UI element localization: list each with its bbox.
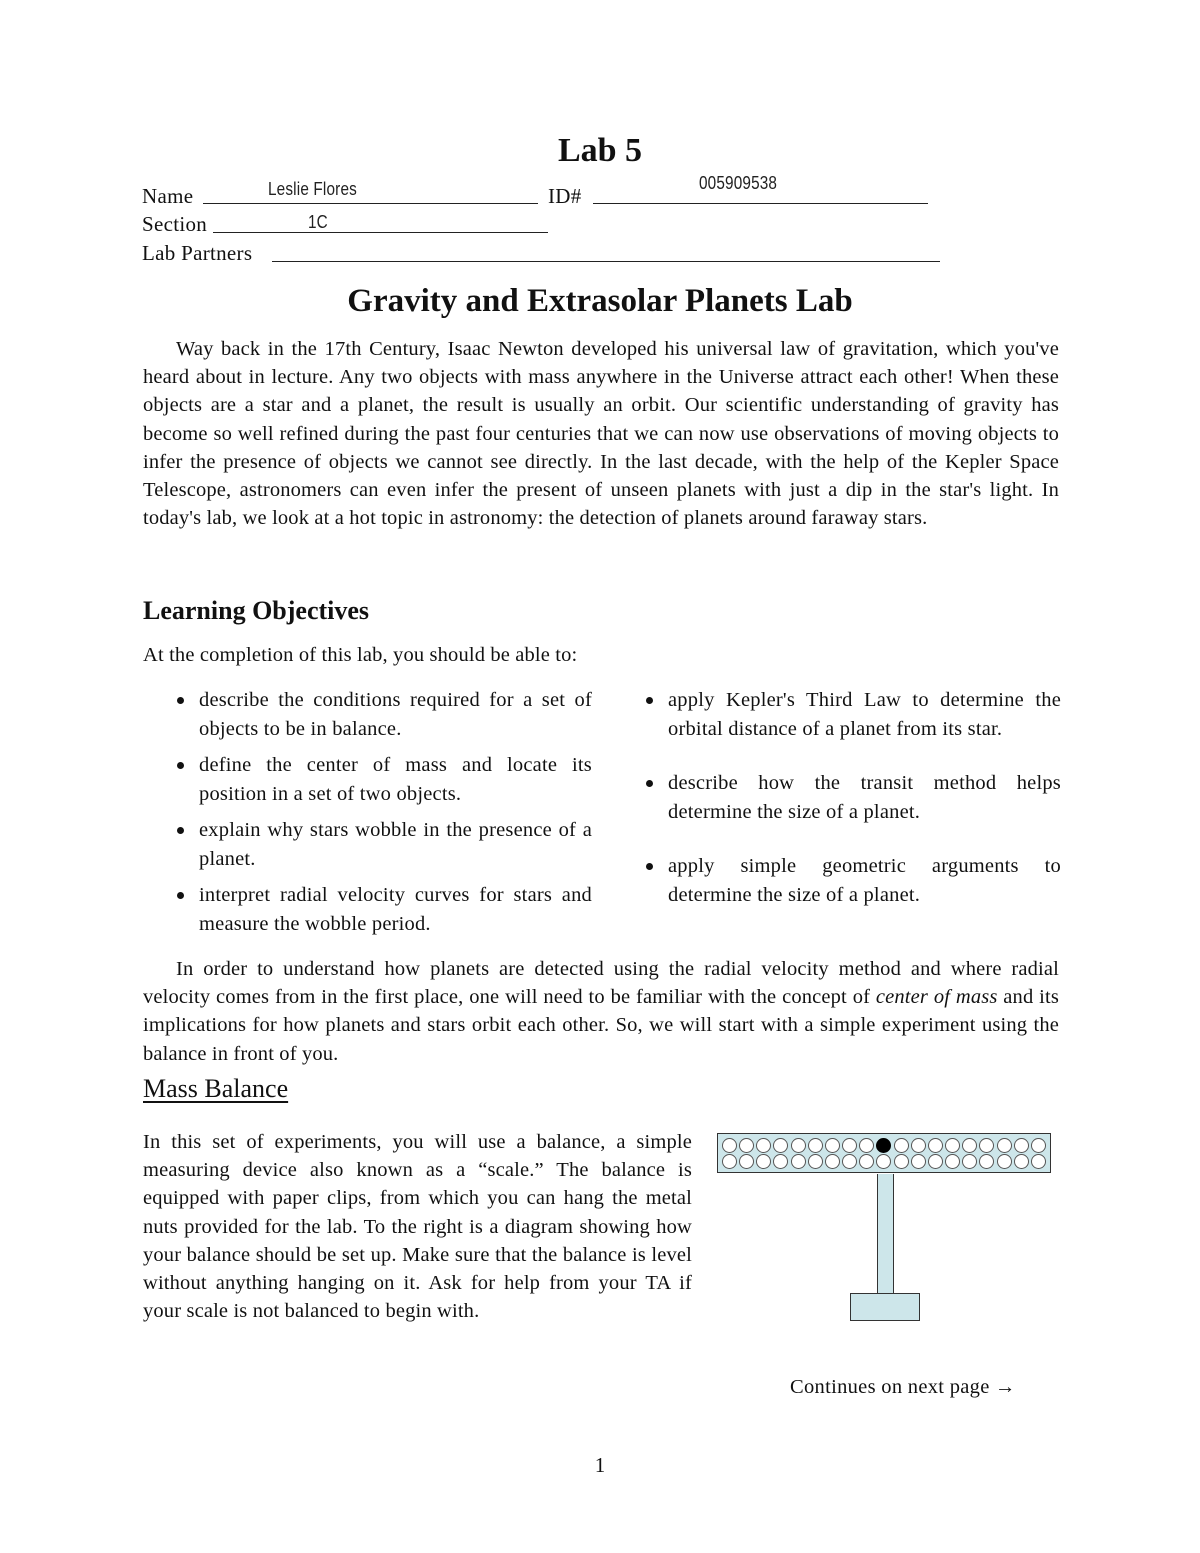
objective-item (668, 686, 1061, 743)
beam-hole (911, 1154, 926, 1169)
beam-hole (928, 1138, 943, 1153)
objectives-left-list (199, 686, 592, 938)
beam-hole (842, 1138, 857, 1153)
objectives-lead: At the completion of this lab, you should be able to: (143, 644, 578, 666)
mass-balance-heading (143, 1074, 288, 1104)
bullet-icon (177, 892, 184, 899)
beam-hole (979, 1154, 994, 1169)
beam-hole (945, 1154, 960, 1169)
center-of-mass-paragraph (143, 955, 1059, 1068)
beam-hole (859, 1138, 874, 1153)
beam-hole (859, 1154, 874, 1169)
section-value[interactable]: 1C (308, 212, 328, 232)
section-label: Section (142, 212, 208, 236)
beam-hole (756, 1138, 771, 1153)
pivot-hole (876, 1138, 891, 1153)
objective-item (668, 769, 1061, 826)
objective-item (199, 751, 592, 808)
objective-text: define the center of mass and locate its position in a set of two objects. (199, 754, 592, 805)
hole-row (722, 1138, 1046, 1153)
beam-hole (997, 1138, 1012, 1153)
id-field-line[interactable] (593, 203, 928, 204)
beam-hole (756, 1154, 771, 1169)
beam-hole (773, 1138, 788, 1153)
beam-hole (842, 1154, 857, 1169)
lab-title: Lab 5 (557, 132, 643, 169)
beam-hole (979, 1138, 994, 1153)
bullet-icon (177, 697, 184, 704)
objective-text: describe how the transit method helps determine the size of a planet. (668, 772, 1061, 823)
bullet-icon (646, 780, 653, 787)
balance-stand-base (850, 1293, 920, 1321)
objective-text: apply simple geometric arguments to determine the size of a planet. (668, 855, 1061, 906)
emphasis-term: center of mass (875, 986, 998, 1009)
beam-hole (876, 1154, 891, 1169)
beam-hole (722, 1154, 737, 1169)
beam-hole (1014, 1138, 1029, 1153)
beam-hole (894, 1138, 909, 1153)
page-number: 1 (594, 1453, 606, 1477)
beam-hole (1031, 1154, 1046, 1169)
id-value[interactable]: 005909538 (699, 173, 778, 193)
beam-hole (962, 1154, 977, 1169)
beam-hole (739, 1154, 754, 1169)
beam-hole (1031, 1138, 1046, 1153)
balance-stand-column (877, 1174, 894, 1294)
beam-hole (825, 1138, 840, 1153)
mass-balance-heading-text: Mass Balance (143, 1074, 289, 1103)
name-value[interactable]: Leslie Flores (268, 179, 357, 199)
beam-hole (722, 1138, 737, 1153)
mass-balance-paragraph: In this set of experiments, you will use a balance, a simple measuring device also known as a “scale.” The balance is equipped with paper clips, from which you can hang the metal nuts provided for the lab. To the right is a diagram showing how your balance should be set up. Make sure that the balance is level without anything hanging on it. Ask for help from your TA if your scale is not balanced to begin with. (143, 1131, 692, 1323)
objective-item (199, 816, 592, 873)
beam-hole (1014, 1154, 1029, 1169)
objective-text: apply Kepler's Third Law to determine the orbital distance of a planet from its star. (668, 689, 1061, 740)
continues-next-page: Continues on next page → (790, 1376, 1016, 1398)
lab-partners-label: Lab Partners (142, 241, 253, 265)
lab-partners-field-line[interactable] (272, 261, 940, 262)
beam-hole (894, 1154, 909, 1169)
objectives-right-list (668, 686, 1061, 909)
paragraph-text: and its implications for how planets and stars orbit each other. So, we will start with a simple experiment using the balance in front of you. (143, 986, 1059, 1065)
objective-text: interpret radial velocity curves for stars and measure the wobble period. (199, 884, 592, 935)
beam-hole (773, 1154, 788, 1169)
bullet-icon (177, 827, 184, 834)
beam-hole (945, 1138, 960, 1153)
hole-row (722, 1154, 1046, 1169)
beam-hole (911, 1138, 926, 1153)
id-label: ID# (548, 184, 582, 208)
objective-item (199, 881, 592, 938)
name-label: Name (142, 184, 194, 208)
beam-hole (791, 1138, 806, 1153)
bullet-icon (177, 762, 184, 769)
intro-paragraph: Way back in the 17th Century, Isaac Newton developed his universal law of gravitation, which you've heard about in lecture. Any two objects with mass anywhere in the Universe attract each other! When these objects are a star and a planet, the result is usually an orbit. Our scientific understanding of gravity has become so well refined during the past four centuries that we can now use observations of moving objects to infer the presence of objects we cannot see directly. In the last decade, with the help of the Kepler Space Telescope, astronomers can even infer the present of unseen planets with just a dip in the star's light. In today's lab, we look at a hot topic in astronomy: the detection of planets around faraway stars. (143, 338, 1059, 530)
objective-item (668, 852, 1061, 909)
objective-text: explain why stars wobble in the presence of a planet. (199, 819, 592, 870)
balance-diagram (716, 1132, 1056, 1324)
beam-hole (808, 1154, 823, 1169)
beam-hole (739, 1138, 754, 1153)
beam-hole (962, 1138, 977, 1153)
beam-hole (997, 1154, 1012, 1169)
document-title: Gravity and Extrasolar Planets Lab (347, 283, 853, 319)
objective-item (199, 686, 592, 743)
beam-hole (825, 1154, 840, 1169)
objective-text: describe the conditions required for a set of objects to be in balance. (199, 689, 592, 740)
paragraph-text: In order to understand how planets are detected using the radial velocity method and where radial velocity comes from in the first place, one will need to be familiar with the concept of (143, 958, 1059, 1009)
bullet-icon (646, 697, 653, 704)
bullet-icon (646, 863, 653, 870)
beam-hole (928, 1154, 943, 1169)
beam-hole (791, 1154, 806, 1169)
balance-beam (717, 1133, 1051, 1173)
name-field-line[interactable] (203, 203, 538, 204)
beam-hole (808, 1138, 823, 1153)
learning-objectives-heading: Learning Objectives (143, 596, 370, 625)
section-field-line[interactable] (213, 232, 548, 233)
